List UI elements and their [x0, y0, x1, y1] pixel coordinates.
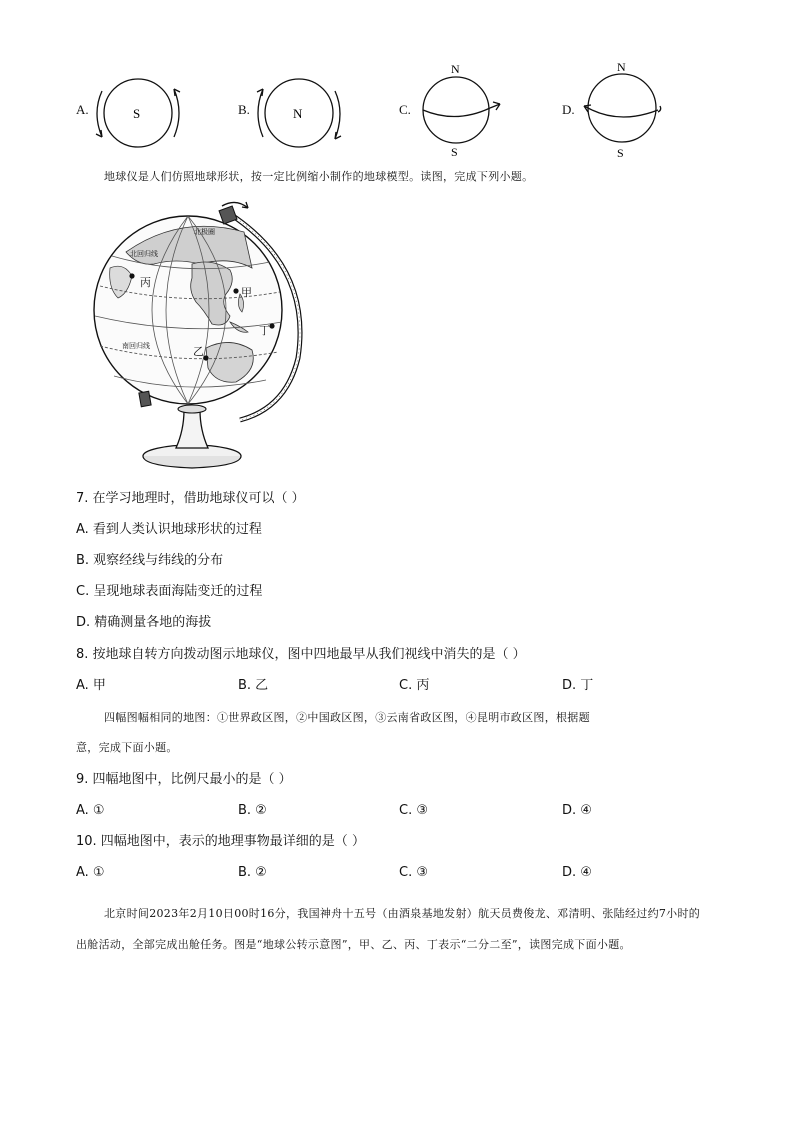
option-d-label: D. [562, 102, 575, 117]
q9-stem: 9. 四幅地图中，比例尺最小的是（ ） [76, 772, 292, 787]
shenzhou-intro-text: 北京时间2023年2月10日00时16分，我国神舟十五号（由酒泉基地发射）航天员费俊龙、邓清明、张陆经过约7小时的出舱活动，全部完成出舱任务。图是“地球公转示意图”，甲、乙、丙、丁表示“二分二至”，读图完成下面小题。 [76, 907, 701, 951]
q10-option-d[interactable]: D. ④ [562, 865, 592, 880]
rotation-options-row [0, 55, 794, 160]
option-c-label: C. [399, 102, 411, 117]
diagram-c-top: N [451, 62, 460, 76]
option-b-label: B. [238, 102, 250, 117]
diagram-a-center: S [133, 106, 141, 121]
q10-stem: 10. 四幅地图中，表示的地理事物最详细的是（ ） [76, 834, 365, 849]
globe-intro-text: 地球仪是人们仿照地球形状，按一定比例缩小制作的地球模型。读图，完成下列小题。 [104, 170, 534, 183]
diagram-b-center: N [293, 106, 303, 121]
q10-option-c[interactable]: C. ③ [399, 865, 428, 880]
rotation-diagram-c [416, 60, 508, 158]
diagram-d-bottom: S [617, 146, 624, 160]
rotation-diagram-d [582, 58, 674, 160]
q7-option-c[interactable]: C. 呈现地球表面海陆变迁的过程 [76, 584, 263, 599]
q8-option-b[interactable]: B. 乙 [238, 678, 269, 693]
q8-option-d[interactable]: D. 丁 [562, 678, 594, 693]
rotation-diagram-a [92, 73, 184, 157]
rotation-diagram-b [253, 73, 345, 157]
q8-stem: 8. 按地球自转方向拨动图示地球仪，图中四地最早从我们视线中消失的是（ ） [76, 647, 526, 662]
q8-option-c[interactable]: C. 丙 [399, 678, 430, 693]
q7-option-d[interactable]: D. 精确测量各地的海拔 [76, 615, 212, 630]
maps-intro-line-1: 四幅图幅相同的地图：①世界政区图，②中国政区图，③云南省政区图，④昆明市政区图，根据题 [104, 711, 590, 724]
q9-option-b[interactable]: B. ② [238, 803, 267, 818]
q7-option-b[interactable]: B. 观察经线与纬线的分布 [76, 553, 224, 568]
diagram-d-top: N [617, 60, 626, 74]
globe-marker-bing: 丙 [140, 277, 151, 289]
globe-arctic-label: 北极圈 [194, 228, 215, 236]
q7-stem: 7. 在学习地理时，借助地球仪可以（ ） [76, 491, 305, 506]
q9-option-a[interactable]: A. ① [76, 803, 105, 818]
q7-option-a[interactable]: A. 看到人类认识地球形状的过程 [76, 522, 262, 537]
q10-option-a[interactable]: A. ① [76, 865, 105, 880]
globe-marker-ding: 丁 [259, 325, 270, 337]
q10-option-b[interactable]: B. ② [238, 865, 267, 880]
maps-intro-line-2: 意，完成下面小题。 [76, 741, 178, 754]
q9-option-d[interactable]: D. ④ [562, 803, 592, 818]
globe-tropic-cancer-label: 北回归线 [130, 250, 158, 258]
q9-option-c[interactable]: C. ③ [399, 803, 428, 818]
globe-figure [80, 198, 310, 473]
globe-tropic-capricorn-label: 南回归线 [122, 342, 150, 350]
globe-marker-yi: 乙 [193, 346, 204, 358]
option-a-label: A. [76, 102, 89, 117]
diagram-c-bottom: S [451, 145, 458, 158]
globe-marker-jia: 甲 [241, 287, 252, 299]
q8-option-a[interactable]: A. 甲 [76, 678, 106, 693]
